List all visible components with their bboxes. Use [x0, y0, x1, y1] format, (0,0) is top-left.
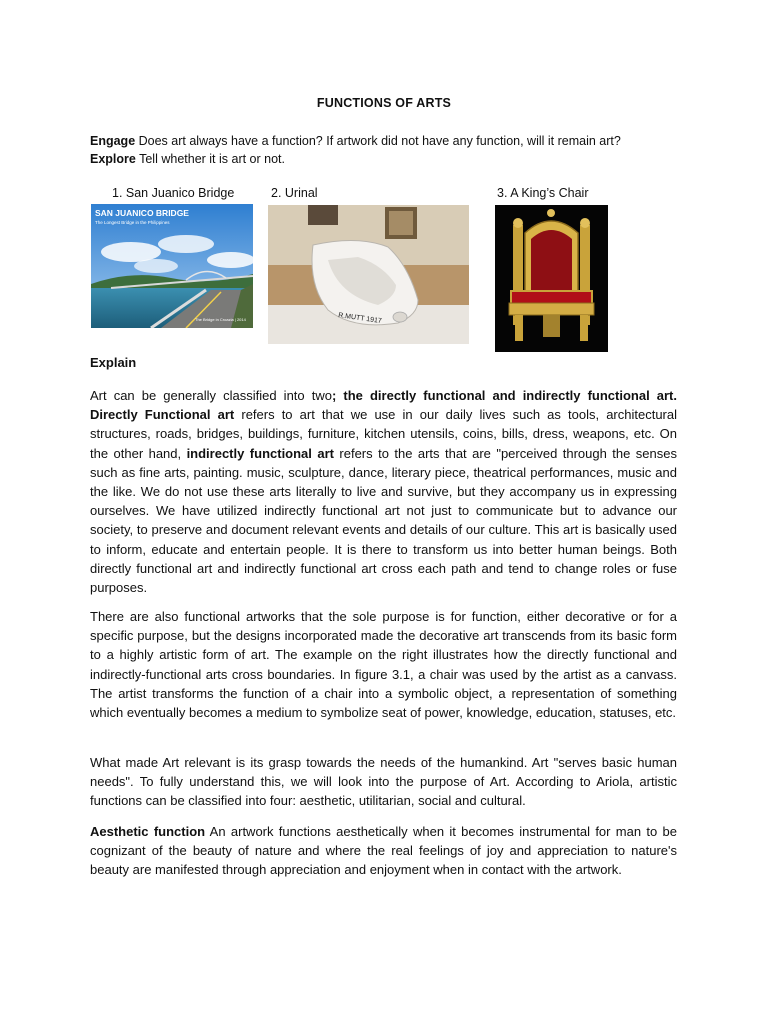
engage-line [90, 132, 621, 150]
paragraph-aesthetic-function [90, 822, 677, 880]
caption-bridge: 1. San Juanico Bridge [112, 186, 235, 200]
p1-text-1: Art can be generally classified into two [90, 388, 332, 403]
chair-image [495, 205, 608, 352]
p1-bold-2: Directly Functional art [90, 407, 235, 423]
caption-chair: 3. A King’s Chair [497, 186, 589, 200]
explore-text: Tell whether it is art or not. [135, 152, 285, 166]
p4-label: Aesthetic function [90, 824, 206, 839]
p1-bold-3: indirectly functional art [186, 445, 334, 461]
bridge-overlay-sub: The Longest Bridge in the Philippines [95, 220, 170, 225]
bridge-image-credit: The Bridge in Croazia | 2014 [195, 317, 246, 322]
engage-label: Engage [90, 134, 136, 148]
paragraph-decorative-art: There are also functional artworks that the sole purpose is for function, either decorative or for a specific purpose, but the designs incorporated made the decorative art transcends from its basic form to a highly artistic form of art. The example on the right illustrates how the directly functional and indirectly-functional arts cross boundaries. In figure 3.1, a chair was used by the artist as a canvass. The artist transforms the function of a chair into a symbolic object, a representation of something which eventually becomes a medium to symbolize seat of power, knowledge, education, statuses, etc. [90, 609, 677, 721]
paragraph-functional-art [90, 386, 677, 597]
bridge-overlay-title: SAN JUANICO BRIDGE [95, 208, 189, 218]
explain-heading: Explain [90, 355, 137, 370]
p4-text: An artwork functions aesthetically when it becomes instrumental for man to be cognizant of the beauty of nature and where the real feelings of joy and appreciation to nature's beauty are manifested through appreciation and enjoyment when in contact with the artwork. [90, 824, 677, 878]
bridge-image [91, 204, 253, 328]
explore-line [90, 150, 285, 168]
page-title: FUNCTIONS OF ARTS [316, 96, 452, 110]
urinal-signature: R.MUTT 1917 [337, 312, 383, 326]
paragraph-art-relevance: What made Art relevant is its grasp towards the needs of the humankind. Art "serves basic human needs". To fully understand this, we will look into the purpose of Art. According to Ariola, artistic functions can be classified into four: aesthetic, utilitarian, social and cultural. [90, 755, 677, 809]
urinal-image [268, 205, 469, 344]
explore-label: Explore [90, 152, 136, 166]
p1-text-3: refers to the arts that are "perceived through the senses such as fine arts, painting. music, sculpture, dance, literary piece, theatrical performances, music and the like. We do not use these arts literally to live and survive, but they accompany us in expressing ourselves. We have utilized indirectly functional art not just to communicate but to advance our society, to preserve and document relevant events and details of our culture. This art is basically used to inform, educate and entertain people. It is there to transform us into better human beings. Both directly functional art and indirectly functional art cross each path and tend to change roles or fuse purposes. [90, 445, 677, 596]
p1-text-2: refers to art that we use in our daily lives such as tools, architectural structures, roads, bridges, buildings, furniture, kitchen utensils, coins, bills, dress, weapons, etc. On the other hand, [90, 407, 677, 461]
p1-bold-1: ; the directly functional and indirectly functional art. [331, 388, 677, 403]
caption-urinal: 2. Urinal [271, 186, 318, 200]
engage-text: Does art always have a function? If artwork did not have any function, will it remain art? [135, 134, 621, 148]
